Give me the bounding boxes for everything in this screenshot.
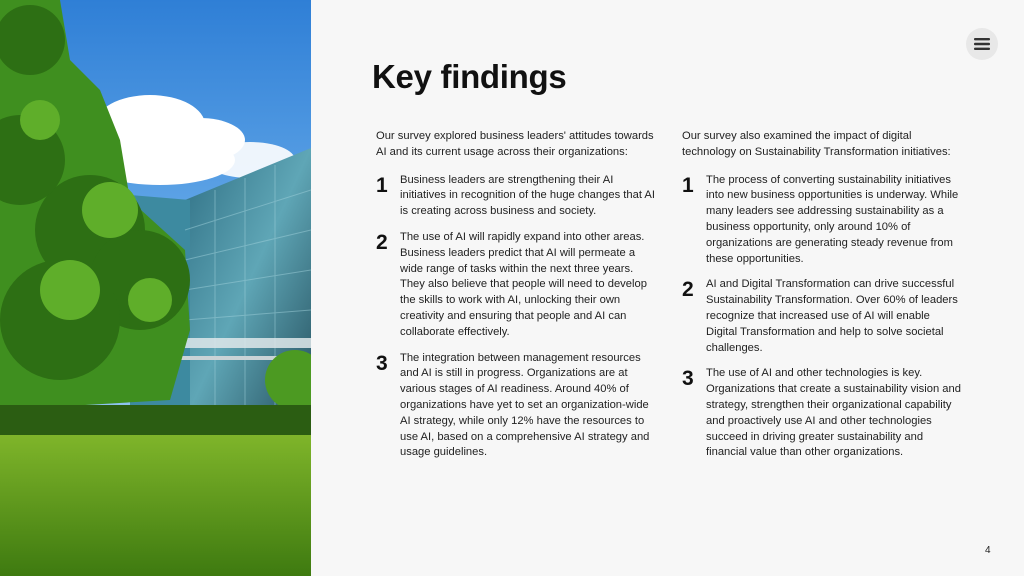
findings-column-right: [682, 129, 962, 471]
page-title: Key findings: [372, 58, 567, 95]
intro-text: Our survey explored business leaders' attitudes towards AI and its current usage across their organizations:: [376, 130, 654, 158]
finding-number: 2: [376, 230, 388, 254]
finding-number: 1: [376, 173, 388, 197]
finding-item: [376, 173, 658, 220]
page-number: 4: [985, 545, 991, 556]
finding-item: [376, 351, 658, 462]
finding-text: Business leaders are strengthening their AI initiatives in recognition of the huge changes that AI is creating across business and society.: [400, 173, 655, 218]
hamburger-menu-icon: [974, 37, 990, 51]
finding-number: 3: [376, 351, 388, 375]
menu-button[interactable]: [966, 28, 998, 60]
finding-item: [682, 173, 962, 268]
finding-item: [682, 366, 962, 461]
finding-text: The use of AI and other technologies is key. Organizations that create a sustainability vision and strategy, strengthen their organizational capability and proactively use AI and other technologies succeed in driving greater sustainability and financial value than other organizations.: [706, 367, 961, 459]
finding-text: The use of AI will rapidly expand into other areas. Business leaders predict that AI will permeate a wide range of tasks within the next three years. They also believe that people will need to develop the skills to work with AI, unlocking their own creativity and ensuring that people and AI can collaborate effectively.: [400, 230, 647, 338]
finding-text: The process of converting sustainability initiatives into new business opportunities is underway. While many leaders see addressing sustainability as a business opportunity, only around 10% of organizations are generating steady revenue from these opportunities.: [706, 173, 959, 265]
finding-number: 2: [682, 278, 694, 302]
building-landscape-image: [0, 0, 311, 576]
finding-text: The integration between management resources and AI is still in progress. Organizations are at various stages of AI readiness. Around 40% of organizations have yet to set an organization-wide AI strategy, while only 12% have the resources to use AI, based on a comprehensive AI strategy and usage guidelines.: [400, 351, 650, 459]
finding-text: AI and Digital Transformation can drive successful Sustainability Transformation. Over 60% of leaders recognize that increased use of AI will enable Digital Transformation and help to solve societal challenges.: [706, 278, 958, 354]
finding-number: 1: [682, 173, 694, 197]
findings-column-left: [376, 129, 658, 471]
finding-item: [682, 277, 962, 356]
hero-photo: [0, 0, 311, 576]
finding-number: 3: [682, 367, 694, 391]
finding-item: [376, 230, 658, 341]
intro-text: Our survey also examined the impact of digital technology on Sustainability Transformation initiatives:: [682, 130, 951, 158]
